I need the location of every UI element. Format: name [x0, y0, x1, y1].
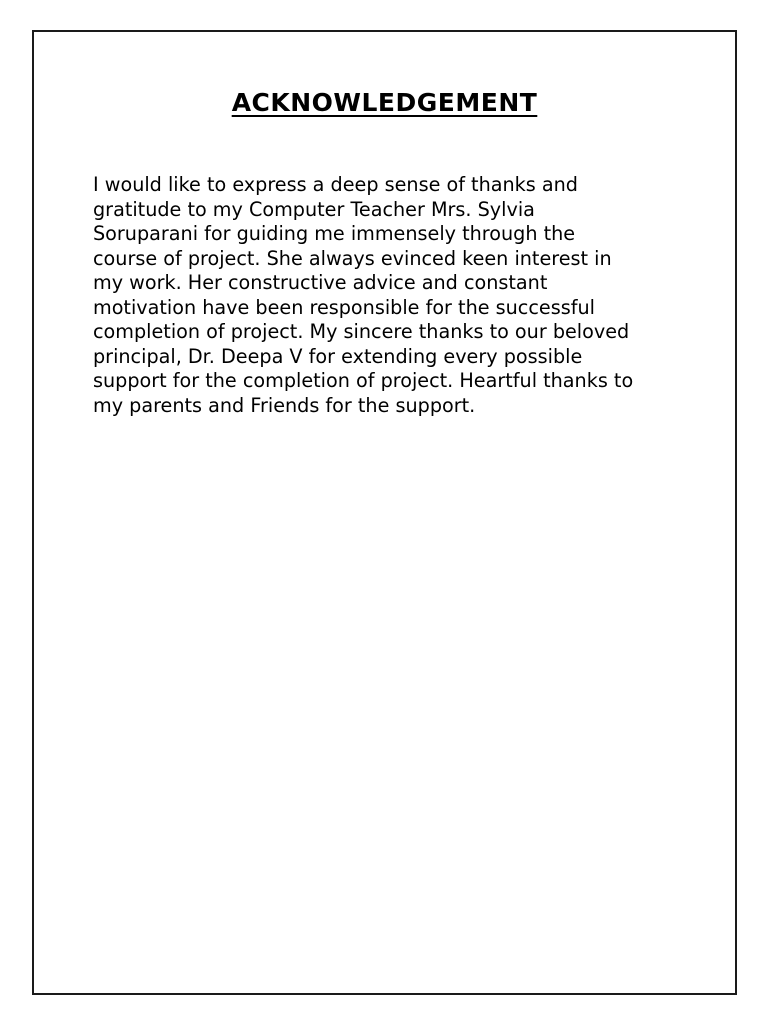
paragraph-line: my work. Her constructive advice and constant	[93, 271, 548, 294]
paragraph-line: Soruparani for guiding me immensely through the	[93, 222, 576, 245]
paragraph-line: my parents and Friends for the support.	[93, 393, 476, 417]
paragraph-line: I would like to express a deep sense of thanks and	[93, 173, 578, 196]
paragraph-line: support for the completion of project. Heartful thanks to	[93, 369, 634, 392]
paragraph-line: gratitude to my Computer Teacher Mrs. Sylvia	[93, 197, 535, 221]
page-title: ACKNOWLEDGEMENT	[231, 88, 538, 117]
paragraph-line: principal, Dr. Deepa V for extending every possible	[93, 344, 583, 368]
page-border	[32, 30, 737, 995]
paragraph-line: motivation have been responsible for the successful	[93, 295, 595, 319]
paragraph-line: course of project. She always evinced keen interest in	[93, 246, 612, 270]
acknowledgement-paragraph	[93, 173, 693, 418]
paragraph-line: completion of project. My sincere thanks to our beloved	[93, 320, 630, 343]
